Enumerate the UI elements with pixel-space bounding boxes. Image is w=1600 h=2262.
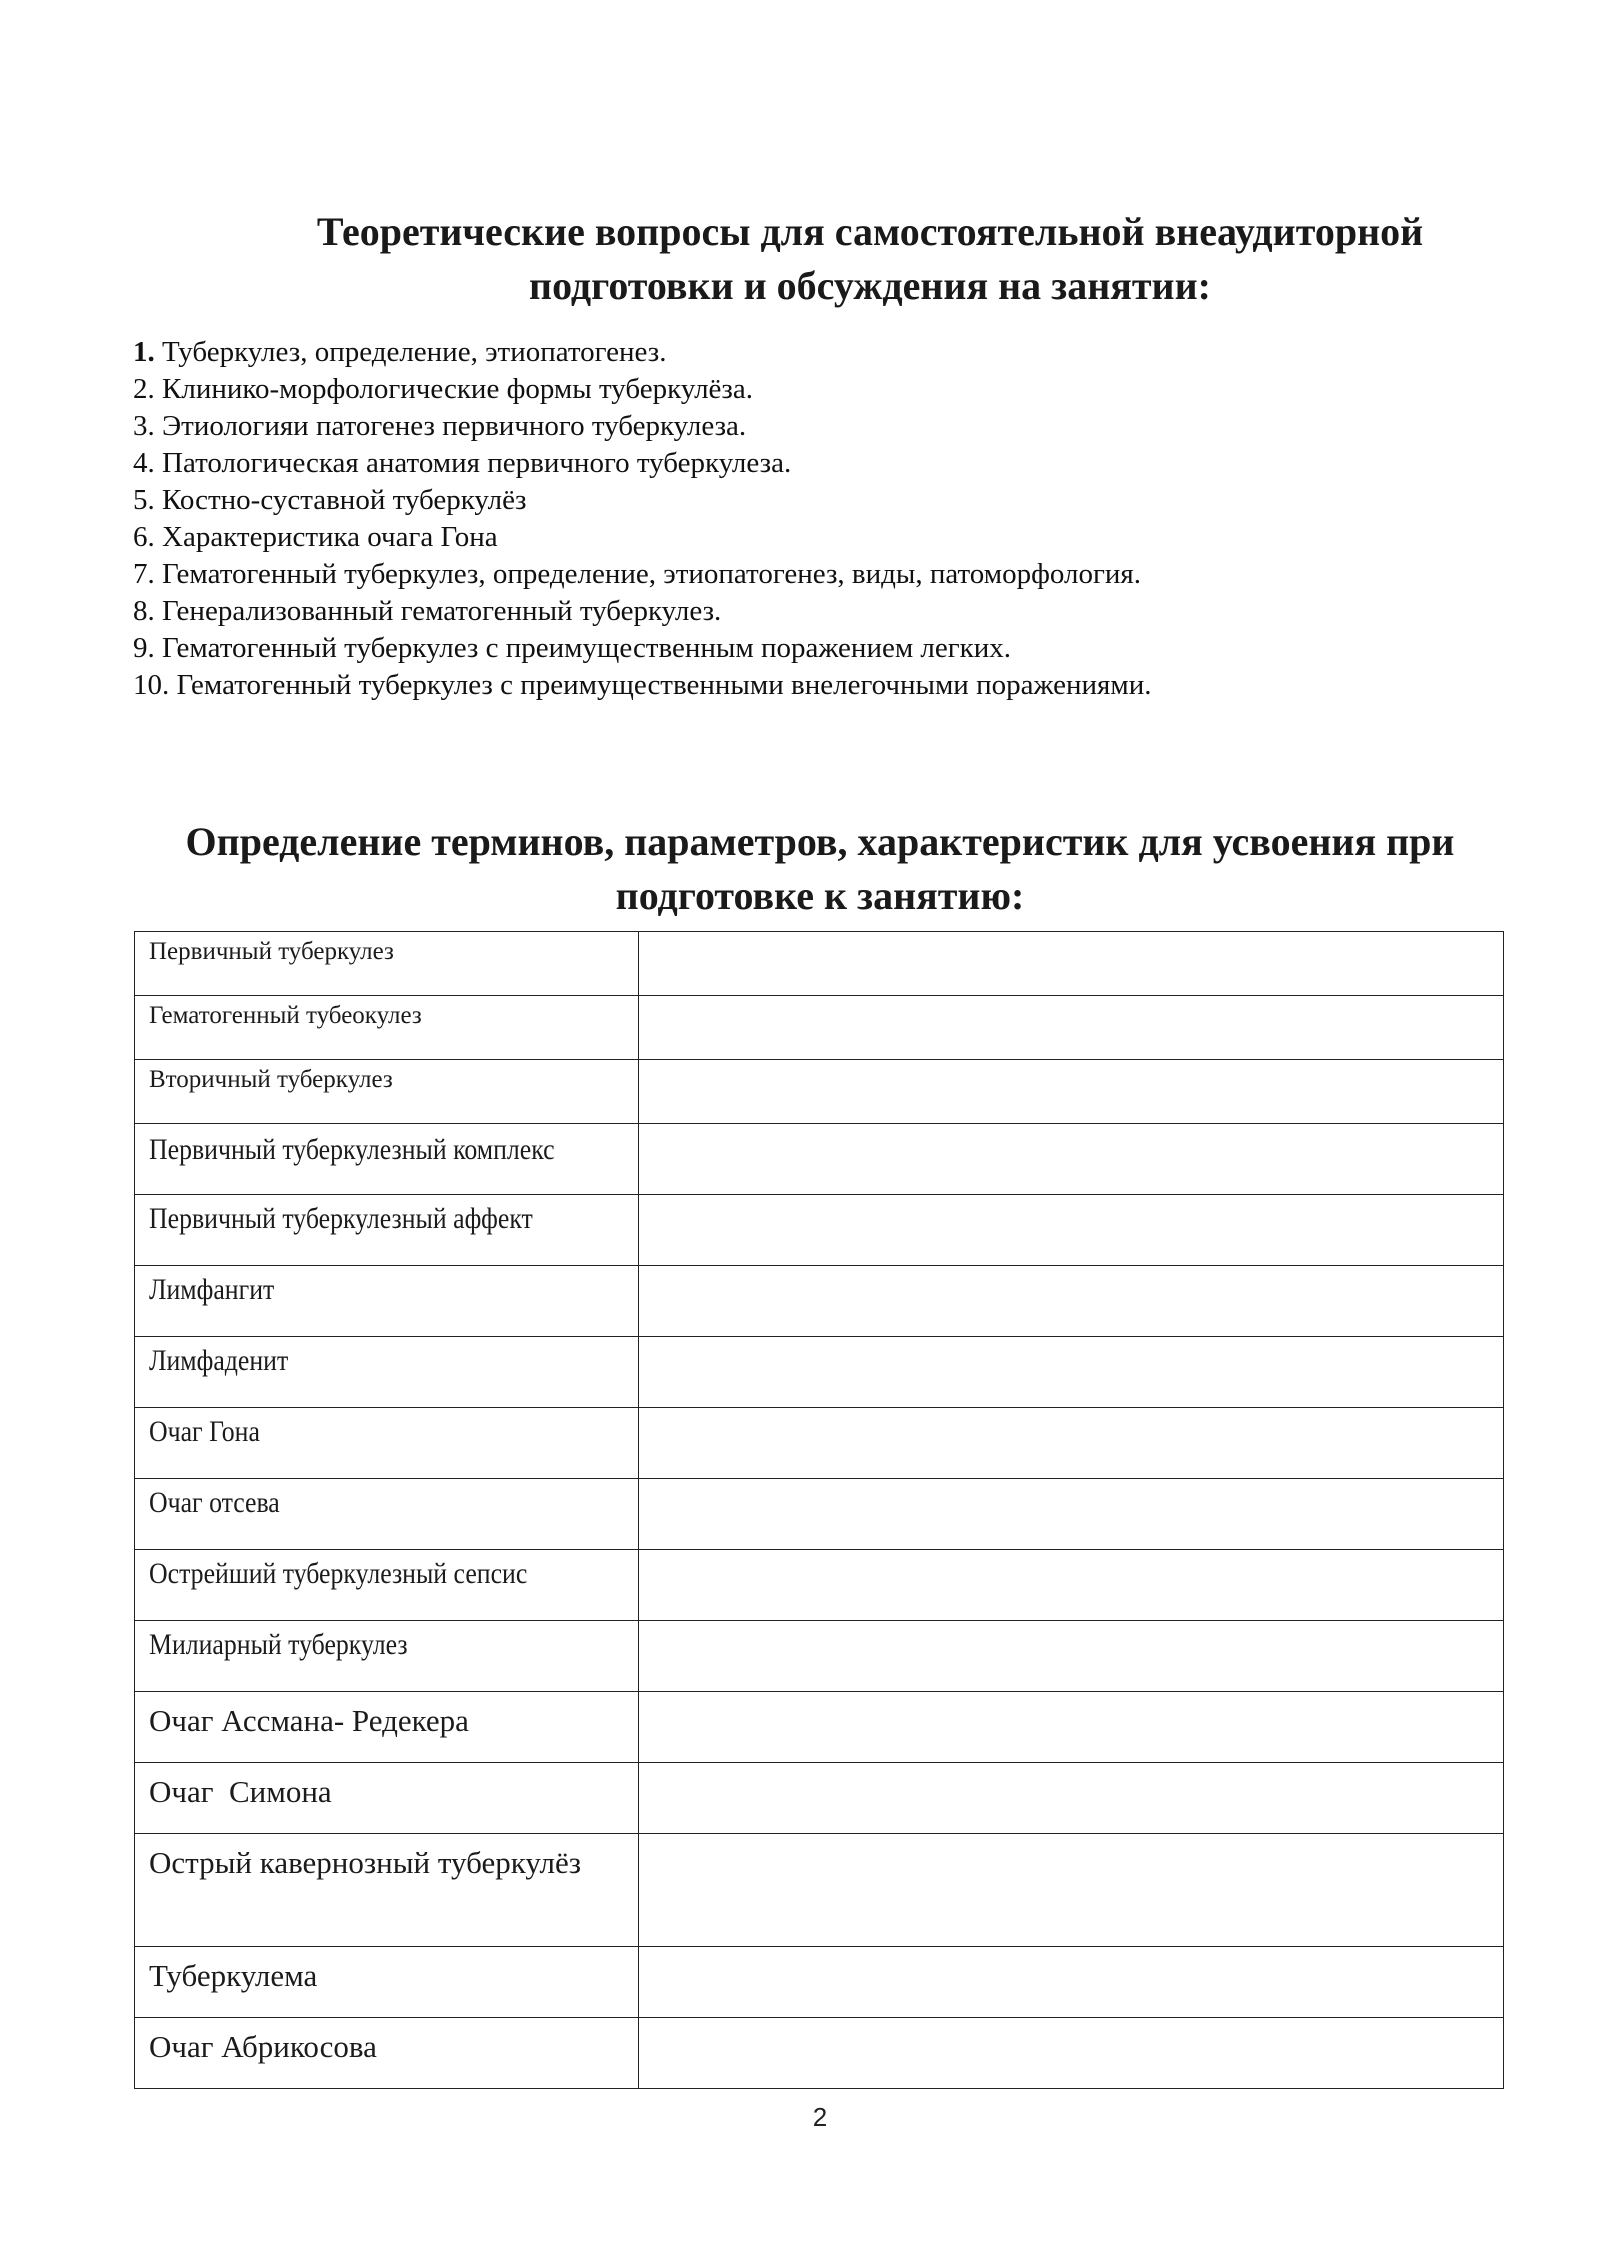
question-item xyxy=(133,630,1433,667)
term-cell xyxy=(135,1947,639,2018)
question-item xyxy=(133,593,1433,630)
term-label: Очаг Абрикосова xyxy=(149,2029,377,2064)
term-label: Милиарный туберкулез xyxy=(149,1628,408,1661)
term-label: Гематогенный тубеокулез xyxy=(149,1002,422,1029)
question-text: Этиологияи патогенез первичного туберкулеза. xyxy=(154,410,747,442)
question-text: Гематогенный туберкулез с преимущественным поражением легких. xyxy=(154,632,1012,664)
term-label: Очаг Ассмана- Редекера xyxy=(149,1703,469,1738)
question-number: 4. xyxy=(133,447,155,479)
term-label: Очаг отсева xyxy=(149,1486,280,1519)
term-label: Очаг Гона xyxy=(149,1415,260,1448)
term-cell xyxy=(135,1692,639,1763)
term-cell xyxy=(135,1195,639,1266)
questions-heading: Теоретические вопросы для самостоятельной внеаудиторной подготовки и обсуждения на занятии: xyxy=(316,209,1424,308)
question-text: Генерализованный гематогенный туберкулез. xyxy=(154,595,722,627)
term-cell xyxy=(135,1060,639,1124)
question-number: 10. xyxy=(133,669,170,701)
table-row xyxy=(135,1060,1504,1124)
definition-cell xyxy=(639,1060,1504,1124)
definition-cell xyxy=(639,1266,1504,1337)
definition-cell xyxy=(639,1692,1504,1763)
definition-cell xyxy=(639,1124,1504,1195)
table-row xyxy=(135,1195,1504,1266)
term-cell xyxy=(135,2018,639,2089)
question-text: Костно-суставной туберкулёз xyxy=(154,484,527,516)
question-item xyxy=(133,408,1433,445)
table-row xyxy=(135,932,1504,996)
question-item xyxy=(133,667,1433,704)
question-number: 1. xyxy=(133,336,155,368)
questions-list xyxy=(133,334,1433,704)
question-number: 2. xyxy=(133,373,155,405)
table-row xyxy=(135,1947,1504,2018)
question-number: 6. xyxy=(133,521,155,553)
table-row xyxy=(135,1124,1504,1195)
question-text: Характеристика очага Гона xyxy=(154,521,498,553)
definition-cell xyxy=(639,996,1504,1060)
term-label: Лимфаденит xyxy=(149,1344,289,1377)
question-item xyxy=(133,371,1433,408)
definition-cell xyxy=(639,1550,1504,1621)
table-row xyxy=(135,2018,1504,2089)
definition-cell xyxy=(639,1947,1504,2018)
term-cell xyxy=(135,1337,639,1408)
term-cell xyxy=(135,932,639,996)
term-cell xyxy=(135,1763,639,1834)
table-row xyxy=(135,1692,1504,1763)
question-item xyxy=(133,556,1433,593)
term-cell xyxy=(135,1124,639,1195)
definition-cell xyxy=(639,2018,1504,2089)
question-number: 5. xyxy=(133,484,155,516)
question-item xyxy=(133,445,1433,482)
question-item xyxy=(133,334,1433,371)
question-item xyxy=(133,482,1433,519)
table-row xyxy=(135,1337,1504,1408)
table-row xyxy=(135,996,1504,1060)
question-text: Патологическая анатомия первичного туберкулеза. xyxy=(154,447,792,479)
term-label: Туберкулема xyxy=(149,1958,318,1993)
table-row xyxy=(135,1479,1504,1550)
definition-cell xyxy=(639,1763,1504,1834)
definition-cell xyxy=(639,1408,1504,1479)
definition-cell xyxy=(639,1337,1504,1408)
question-text: Туберкулез, определение, этиопатогенез. xyxy=(154,336,667,368)
term-label: Первичный туберкулез xyxy=(149,938,394,965)
question-number: 8. xyxy=(133,595,155,627)
term-cell xyxy=(135,1266,639,1337)
term-cell xyxy=(135,996,639,1060)
term-cell xyxy=(135,1479,639,1550)
terms-table xyxy=(134,931,1504,2089)
term-label: Первичный туберкулезный комплекс xyxy=(149,1133,555,1166)
question-number: 9. xyxy=(133,632,155,664)
table-row xyxy=(135,1621,1504,1692)
term-cell xyxy=(135,1550,639,1621)
table-row xyxy=(135,1763,1504,1834)
table-row xyxy=(135,1266,1504,1337)
question-number: 3. xyxy=(133,410,155,442)
table-row xyxy=(135,1834,1504,1947)
term-cell xyxy=(135,1834,639,1947)
term-label: Очаг Симона xyxy=(149,1774,332,1809)
definition-cell xyxy=(639,1621,1504,1692)
definition-cell xyxy=(639,932,1504,996)
terms-heading: Определение терминов, параметров, характеристик для усвоения при подготовке к занятию: xyxy=(185,819,1455,918)
term-label: Лимфангит xyxy=(149,1273,275,1306)
question-text: Клинико-морфологические формы туберкулёза. xyxy=(154,373,753,405)
term-label: Вторичный туберкулез xyxy=(149,1066,393,1093)
question-text: Гематогенный туберкулез, определение, этиопатогенез, виды, патоморфология. xyxy=(154,558,1141,590)
question-text: Гематогенный туберкулез с преимущественными внелегочными поражениями. xyxy=(169,669,1152,701)
definition-cell xyxy=(639,1834,1504,1947)
term-label: Первичный туберкулезный аффект xyxy=(149,1202,533,1235)
term-cell xyxy=(135,1621,639,1692)
definition-cell xyxy=(639,1195,1504,1266)
term-label: Острый кавернозный туберкулёз xyxy=(149,1845,581,1880)
term-cell xyxy=(135,1408,639,1479)
term-label: Острейший туберкулезный сепсис xyxy=(149,1557,528,1590)
page-number: 2 xyxy=(812,2102,828,2132)
table-row xyxy=(135,1550,1504,1621)
definition-cell xyxy=(639,1479,1504,1550)
question-item xyxy=(133,519,1433,556)
table-row xyxy=(135,1408,1504,1479)
question-number: 7. xyxy=(133,558,155,590)
